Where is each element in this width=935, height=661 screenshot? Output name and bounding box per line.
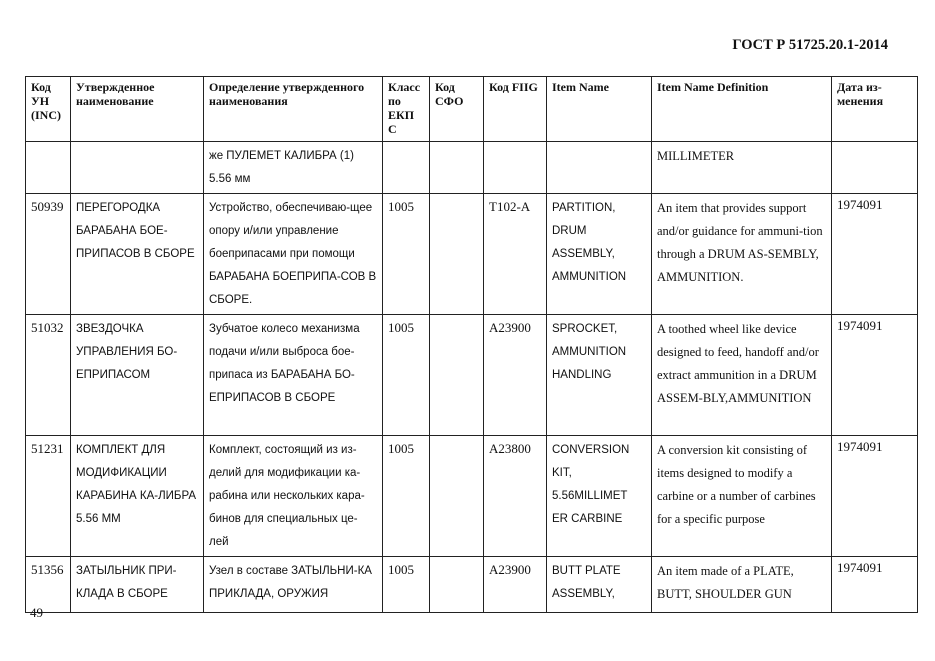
column-header-item-name: Item Name	[547, 77, 652, 142]
cell-item-name: CONVERSION KIT, 5.56MILLIMET ER CARBINE	[547, 436, 652, 557]
cell-approved-name	[71, 142, 204, 194]
cell-sfo	[430, 142, 484, 194]
catalog-table	[25, 76, 918, 613]
cell-fiig: A23800	[484, 436, 547, 557]
column-header-class: Класс по ЕКП С	[383, 77, 430, 142]
cell-item-name: SPROCKET, AMMUNITION HANDLING	[547, 315, 652, 436]
cell-approved-name: КОМПЛЕКТ ДЛЯ МОДИФИКАЦИИ КАРАБИНА КА-ЛИБРА 5.56 ММ	[71, 436, 204, 557]
table-row	[26, 557, 918, 613]
cell-inc: 51032	[26, 315, 71, 436]
column-header-definition: Определение утвержденного наименования	[204, 77, 383, 142]
cell-date: 1974091	[832, 557, 918, 613]
column-header-date: Дата из-менения	[832, 77, 918, 142]
cell-item-definition: MILLIMETER	[652, 142, 832, 194]
cell-definition: Узел в составе ЗАТЫЛЬНИ-КА ПРИКЛАДА, ОРУЖИЯ	[204, 557, 383, 613]
table-row	[26, 315, 918, 436]
column-header-sfo: Код СФО	[430, 77, 484, 142]
cell-fiig: A23900	[484, 557, 547, 613]
cell-item-definition: An item that provides support and/or guidance for ammuni-tion through a DRUM AS-SEMBLY, AMMUNITION.	[652, 194, 832, 315]
column-header-item-definition: Item Name Definition	[652, 77, 832, 142]
cell-date: 1974091	[832, 194, 918, 315]
cell-approved-name: ПЕРЕГОРОДКА БАРАБАНА БОЕ-ПРИПАСОВ В СБОРЕ	[71, 194, 204, 315]
cell-item-definition: An item made of a PLATE, BUTT, SHOULDER GUN	[652, 557, 832, 613]
cell-class: 1005	[383, 194, 430, 315]
table-row	[26, 436, 918, 557]
cell-class	[383, 142, 430, 194]
table-row	[26, 142, 918, 194]
column-header-approved-name: Утвержденное наименование	[71, 77, 204, 142]
cell-class: 1005	[383, 315, 430, 436]
cell-item-name: BUTT PLATE ASSEMBLY,	[547, 557, 652, 613]
cell-definition: же ПУЛЕМЕТ КАЛИБРА (1) 5.56 мм	[204, 142, 383, 194]
cell-fiig: T102-A	[484, 194, 547, 315]
cell-date: 1974091	[832, 436, 918, 557]
table-row	[26, 194, 918, 315]
cell-inc: 50939	[26, 194, 71, 315]
cell-sfo	[430, 557, 484, 613]
page-number: 49	[30, 605, 43, 620]
cell-inc	[26, 142, 71, 194]
document-header: ГОСТ Р 51725.20.1-2014	[732, 37, 888, 53]
cell-item-definition: A conversion kit consisting of items designed to modify a carbine or a number of carbines for a specific purpose	[652, 436, 832, 557]
column-header-fiig: Код FIIG	[484, 77, 547, 142]
cell-sfo	[430, 436, 484, 557]
cell-class: 1005	[383, 557, 430, 613]
cell-definition: Комплект, состоящий из из-делий для модификации ка-рабина или нескольких кара-бинов для специальных це-лей	[204, 436, 383, 557]
cell-date	[832, 142, 918, 194]
cell-sfo	[430, 315, 484, 436]
cell-fiig: A23900	[484, 315, 547, 436]
cell-definition: Зубчатое колесо механизма подачи и/или выброса бое-припаса из БАРАБАНА БО-ЕПРИПАСОВ В СБОРЕ	[204, 315, 383, 436]
table-header-row	[26, 77, 918, 142]
cell-fiig	[484, 142, 547, 194]
cell-class: 1005	[383, 436, 430, 557]
cell-item-name	[547, 142, 652, 194]
cell-sfo	[430, 194, 484, 315]
cell-date: 1974091	[832, 315, 918, 436]
cell-item-definition: A toothed wheel like device designed to feed, handoff and/or extract ammunition in a DRUM ASSEM-BLY,AMMUNITION	[652, 315, 832, 436]
column-header-inc: Код УН (INC)	[26, 77, 71, 142]
cell-definition: Устройство, обеспечиваю-щее опору и/или управление боеприпасами при помощи БАРАБАНА БОЕПРИПА-СОВ В СБОРЕ.	[204, 194, 383, 315]
cell-item-name: PARTITION, DRUM ASSEMBLY, AMMUNITION	[547, 194, 652, 315]
cell-approved-name: ЗАТЫЛЬНИК ПРИ-КЛАДА В СБОРЕ	[71, 557, 204, 613]
cell-approved-name: ЗВЕЗДОЧКА УПРАВЛЕНИЯ БО-ЕПРИПАСОМ	[71, 315, 204, 436]
cell-inc: 51356	[26, 557, 71, 613]
cell-inc: 51231	[26, 436, 71, 557]
